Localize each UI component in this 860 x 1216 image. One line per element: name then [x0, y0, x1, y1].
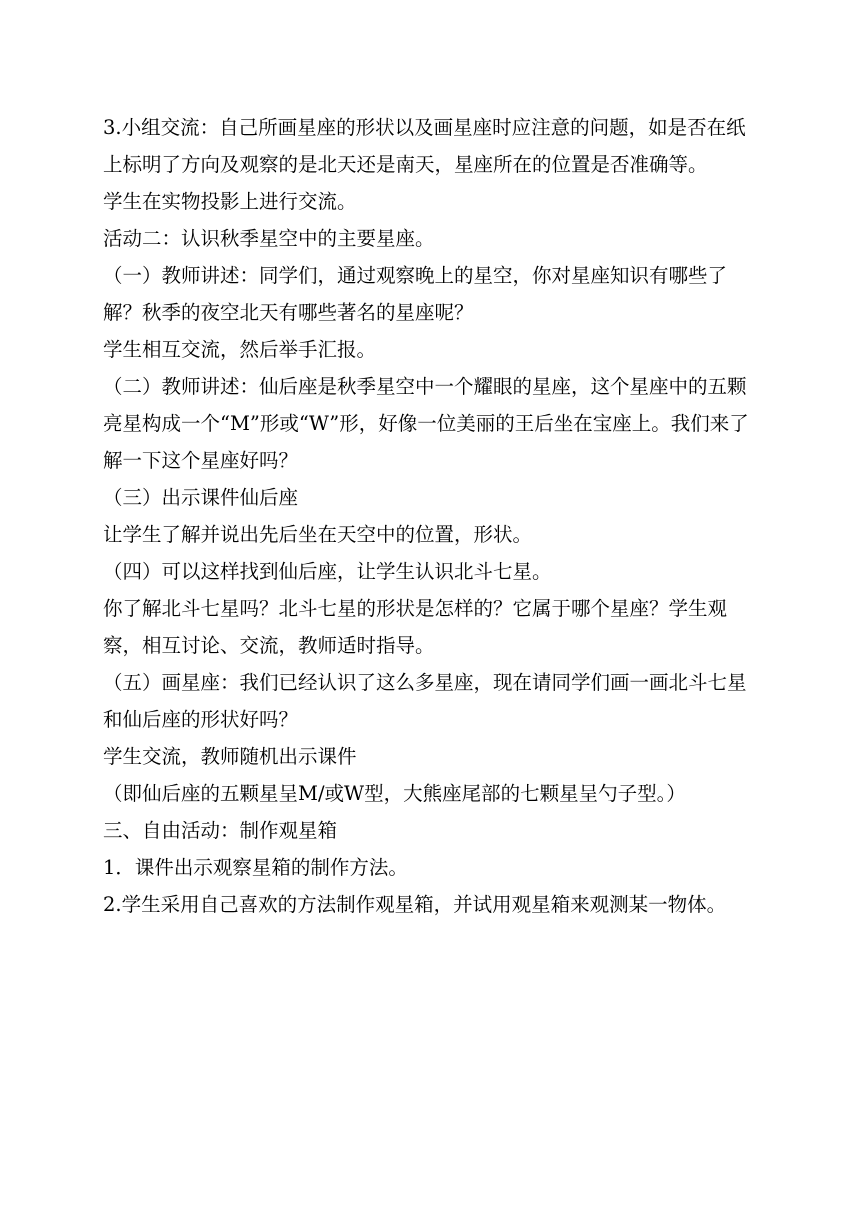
paragraph-big-dipper-questions: 你了解北斗七星吗？北斗七星的形状是怎样的？它属于哪个星座？学生观察，相互讨论、交流，教师适时指导。: [103, 597, 728, 657]
paragraph-teacher-narration-2: （二）教师讲述：仙后座是秋季星空中一个耀眼的星座，这个星座中的五颗亮星构成一个“M”形或“W”形，好像一位美丽的王后坐在宝座上。我们来了解一下这个星座好吗？: [103, 375, 749, 472]
paragraph-step-one: 1．课件出示观察星箱的制作方法。: [103, 856, 408, 879]
paragraph-draw-constellations: （五）画星座：我们已经认识了这么多星座，现在请同学们画一画北斗七星和仙后座的形状好吗？: [103, 671, 747, 731]
paragraph-student-report: 学生相互交流，然后举手汇报。: [103, 338, 377, 361]
paragraph-student-projection: 学生在实物投影上进行交流。: [103, 190, 357, 213]
paragraph-show-cassiopeia: （三）出示课件仙后座: [103, 486, 299, 509]
document-body: [103, 109, 763, 923]
paragraph-student-exchange: 学生交流，教师随机出示课件: [103, 745, 357, 768]
paragraph-describe-position: 让学生了解并说出先后坐在天空中的位置，形状。: [103, 523, 533, 546]
paragraph-section-three-heading: 三、自由活动：制作观星箱: [103, 819, 338, 842]
paragraph-shape-note: （即仙后座的五颗星呈M/或W型，大熊座尾部的七颗星呈勺子型。）: [103, 782, 686, 805]
paragraph-teacher-narration-1: （一）教师讲述：同学们，通过观察晚上的星空，你对星座知识有哪些了解？秋季的夜空北天有哪些著名的星座呢？: [103, 264, 728, 324]
paragraph-group-discussion: 3.小组交流：自己所画星座的形状以及画星座时应注意的问题，如是否在纸上标明了方向及观察的是北天还是南天，星座所在的位置是否准确等。: [103, 116, 746, 176]
paragraph-step-two: 2.学生采用自己喜欢的方法制作观星箱，并试用观星箱来观测某一物体。: [103, 893, 727, 916]
paragraph-activity-two-heading: 活动二：认识秋季星空中的主要星座。: [103, 227, 435, 250]
paragraph-find-cassiopeia: （四）可以这样找到仙后座，让学生认识北斗七星。: [103, 560, 552, 583]
